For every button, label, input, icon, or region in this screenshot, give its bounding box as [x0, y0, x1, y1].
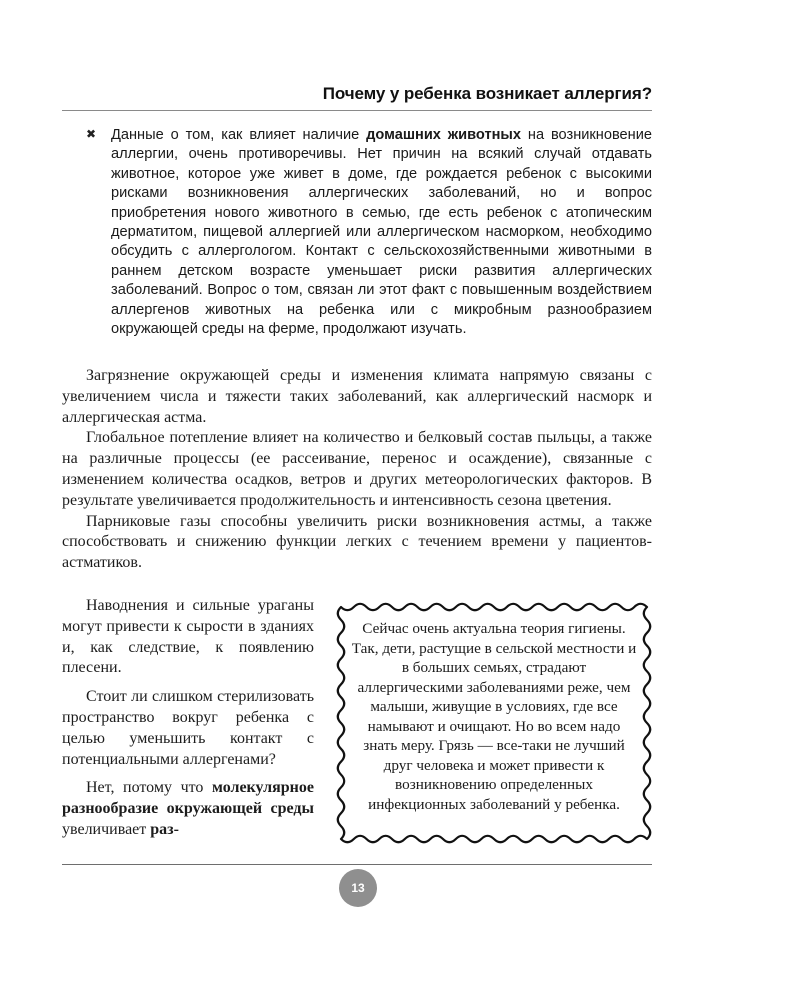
body-paragraph: Загрязнение окружающей среды и изменения климата напрямую связаны с увеличением числа и тяжести таких заболеваний, как аллергический насморк и аллергическая астма.: [62, 367, 652, 426]
narrow-p3-text: Нет, потому что: [86, 779, 212, 797]
bullet-text-bold: домашних животных: [366, 127, 521, 143]
cross-bullet-icon: ✖: [86, 127, 97, 141]
body-text: [62, 366, 652, 574]
narrow-p3-bold: молекулярное разнообразие окружающей среды: [62, 779, 314, 818]
bullet-text-end: на возникновение аллергии, очень противоречивы. Нет причин на всякий случай отдавать животное, которое уже живет в доме, где рождается ребенок с высокими рисками возникновения аллергических заболеваний, но и вопрос приобретения нового животного в семью, где есть ребенок с атопическим дерматитом, пищевой аллергией или аллергическом насморком, необходимо обсудить с аллергологом. Контакт с сельскохозяйственными животными в раннем детском возрасте уменьшает риски развития аллергических заболеваний. Вопрос о том, связан ли этот факт с повышенным воздействием аллергенов животных на ребенка или с микробным разнообразием окружающей среды на ферме, продолжают изучать.: [111, 127, 652, 338]
narrow-paragraph: [62, 778, 314, 840]
callout-box: [335, 601, 653, 845]
narrow-paragraph: Стоит ли слишком стерилизовать пространство вокруг ребенка с целью уменьшить контакт с потенциальными аллергенами?: [62, 688, 314, 768]
narrow-paragraph: Наводнения и сильные ураганы могут привести к сырости в зданиях и, как следствие, к появлению плесени.: [62, 597, 314, 677]
body-paragraph: Глобальное потепление влияет на количество и белковый состав пыльцы, а также на различные процессы (ее рассеивание, перенос и осаждение), связанные с изменением количества осадков, ветров и других метеорологических факторов. В результате увеличивается продолжительность и интенсивность сезона цветения.: [62, 429, 652, 509]
bullet-item: [86, 126, 652, 339]
callout-text: Сейчас очень актуальна теория гигиены. Так, дети, растущие в сельской местности и в больших семьях, страдают аллергическими заболеваниями реже, чем малыши, живущие в условиях, где все намывают и очищают. Но во всем надо знать меру. Грязь — все-таки не лучший друг человека и может привести к возникновению определенных инфекционных заболеваний у ребенка.: [351, 620, 637, 813]
page-number-badge: 13: [339, 869, 377, 907]
bullet-text: [111, 126, 652, 339]
narrow-p3-bold2: раз-: [150, 820, 179, 838]
header-title: Почему у ребенка возникает аллергия?: [322, 84, 652, 103]
running-header: [62, 76, 652, 111]
footer-rule: [62, 864, 652, 865]
narrow-p3-text2: увеличивает: [62, 820, 151, 838]
narrow-column: [62, 596, 314, 849]
body-paragraph: Парниковые газы способны увеличить риски возникновения астмы, а также способствовать и снижению функции легких с течением времени у пациентов-астматиков.: [62, 512, 652, 572]
bullet-text-start: Данные о том, как влияет наличие: [111, 127, 367, 143]
